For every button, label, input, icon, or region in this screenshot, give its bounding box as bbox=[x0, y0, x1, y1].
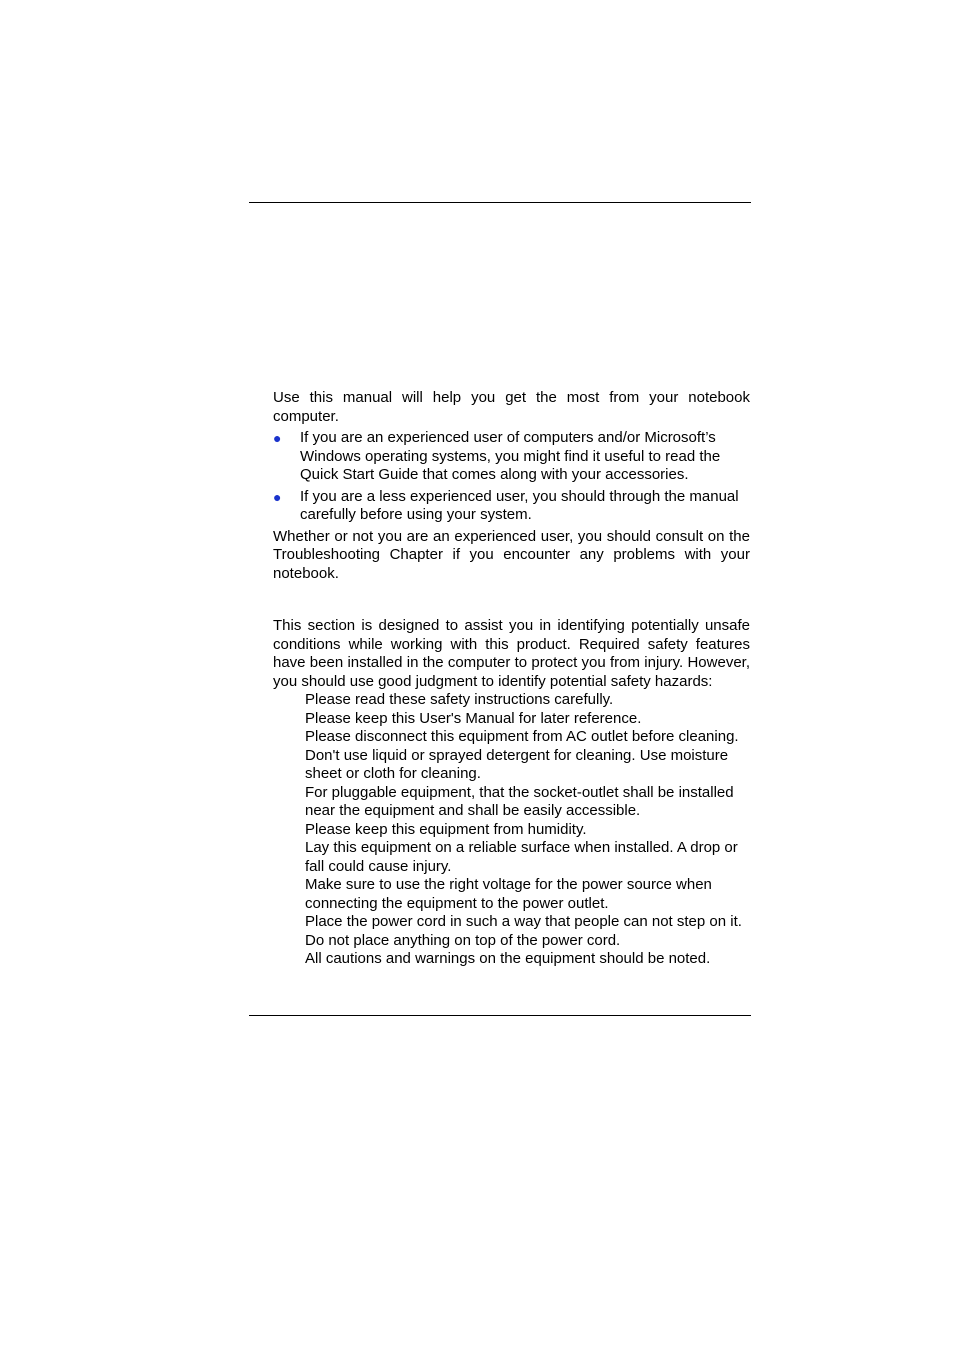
section-spacer bbox=[273, 583, 750, 617]
safety-instruction: For pluggable equipment, that the socket-outlet shall be installed near the equipment and shall be easily accessible. bbox=[305, 783, 734, 819]
intro-paragraph: Use this manual will help you get the most from your notebook computer. bbox=[273, 389, 750, 425]
safety-instruction: Make sure to use the right voltage for the power source when connecting the equipment to the power outlet. bbox=[305, 876, 712, 912]
safety-instruction: Please disconnect this equipment from AC outlet before cleaning. Don't use liquid or sprayed detergent for cleaning. Use moisture sheet or cloth for cleaning. bbox=[305, 728, 739, 782]
header-rule bbox=[249, 202, 751, 203]
safety-instruction: All cautions and warnings on the equipment should be noted. bbox=[305, 950, 711, 967]
intro-bullet-list bbox=[273, 429, 750, 525]
bullet-icon: ● bbox=[273, 488, 282, 505]
bullet-icon: ● bbox=[273, 430, 282, 446]
safety-instruction: Lay this equipment on a reliable surface when installed. A drop or fall could cause injury. bbox=[305, 839, 738, 875]
footer-rule bbox=[249, 1015, 751, 1016]
list-item bbox=[273, 429, 750, 485]
bullet-text: If you are a less experienced user, you should through the manual carefully before using your system. bbox=[300, 487, 739, 523]
safety-instruction: Place the power cord in such a way that people can not step on it. Do not place anything on top of the power cord. bbox=[305, 913, 742, 949]
page-content bbox=[273, 389, 750, 969]
intro-closing-paragraph: Whether or not you are an experienced user, you should consult on the Troubleshooting Chapter if you encounter any problems with your notebook. bbox=[273, 527, 750, 582]
safety-instruction: Please keep this User's Manual for later reference. bbox=[305, 709, 642, 727]
bullet-text: If you are an experienced user of computers and/or Microsoft’s Windows operating systems, you might find it useful to read the Quick Start Guide that comes along with your accessories. bbox=[300, 429, 721, 483]
safety-instruction: Please keep this equipment from humidity. bbox=[305, 820, 587, 838]
safety-paragraph: This section is designed to assist you in identifying potentially unsafe conditions while working with this product. Required safety features have been installed in the computer to protect you from injury. However, you should use good judgment to identify potential safety hazards: bbox=[273, 617, 750, 690]
list-item bbox=[273, 488, 750, 525]
safety-instruction: Please read these safety instructions carefully. bbox=[305, 691, 614, 708]
safety-instruction-list bbox=[273, 691, 750, 969]
